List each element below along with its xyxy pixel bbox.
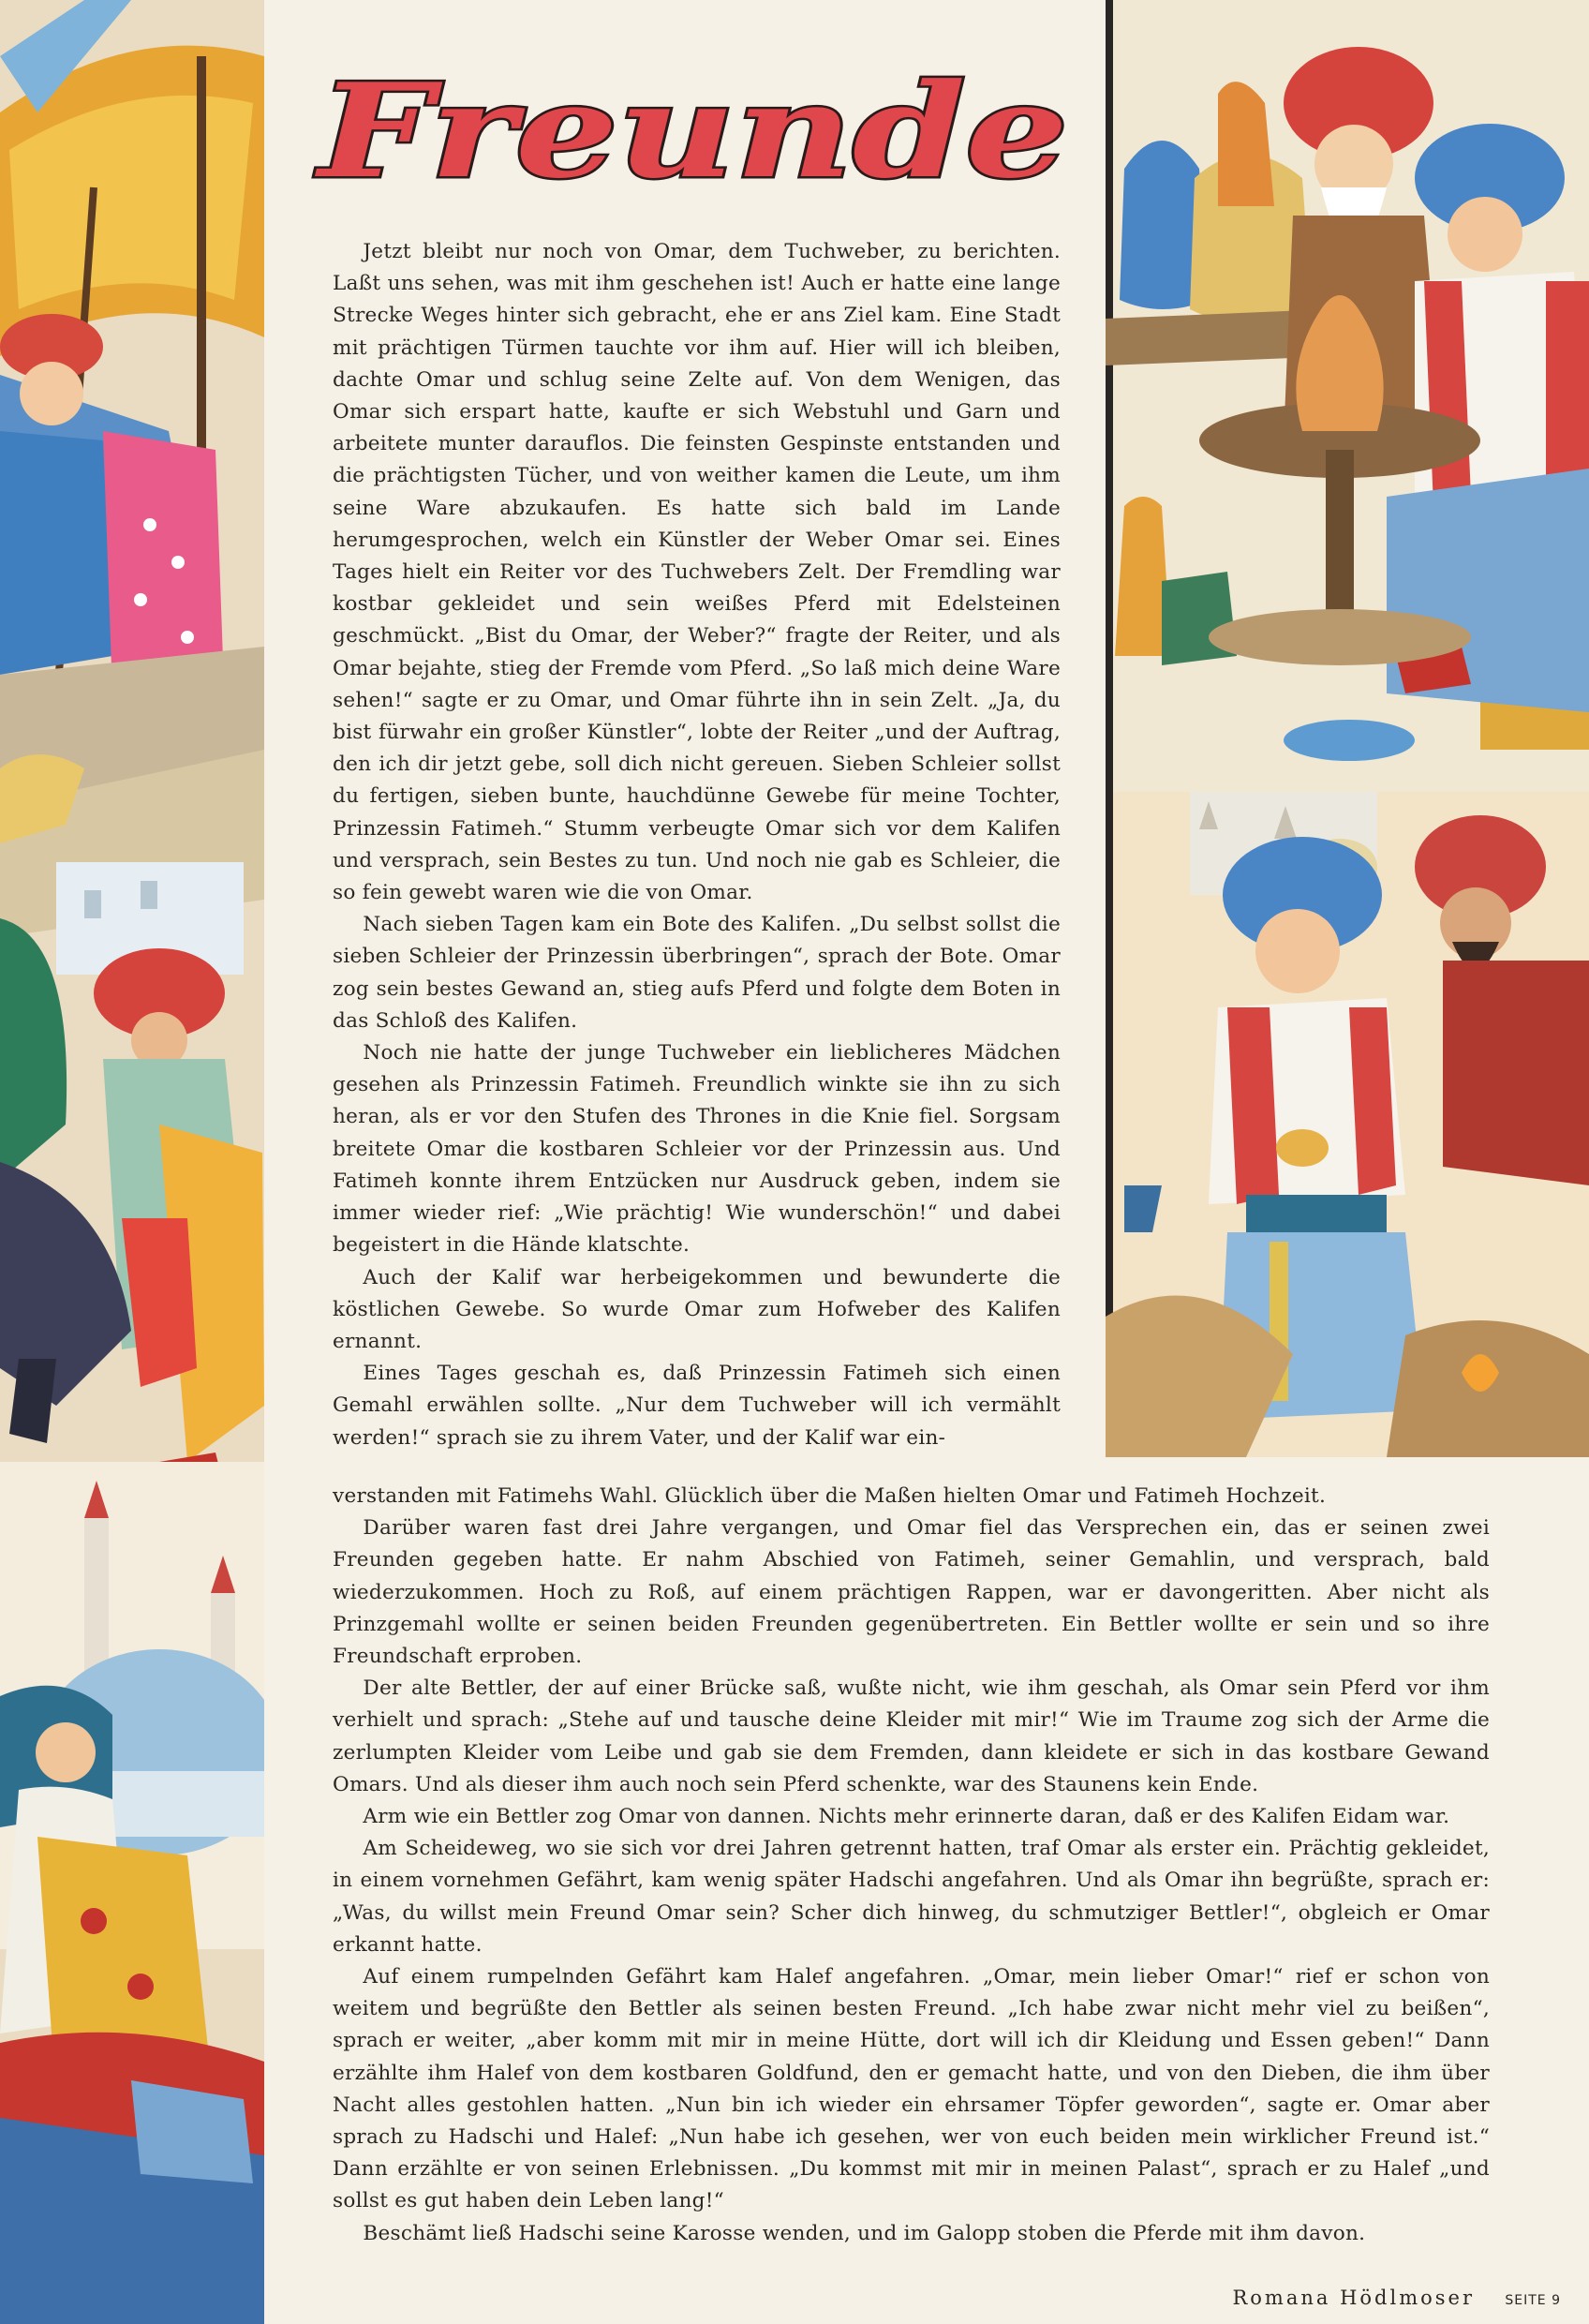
story-column-lower bbox=[333, 1481, 1490, 2250]
story-paragraph: Noch nie hatte der junge Tuchweber ein lieblicheres Mädchen gesehen als Prinzessin Fatimeh. Freundlich winkte sie ihn zu sich heran, als er vor den Stufen des Thrones in die Knie fiel. Sorgsam breitete Omar die kostbaren Schleier vor der Prinzessin aus. Und Fatimeh konnte ihrem Entzücken nur Ausdruck geben, indem sie immer wieder rief: „Wie prächtig! Wie wunderschön!“ und dabei begeistert in die Hände klatschte. bbox=[333, 1041, 1061, 1258]
story-paragraph: Der alte Bettler, der auf einer Brücke saß, wußte nicht, wie ihm geschah, als Omar sein Pferd vor ihm verhielt und sprach: „Stehe auf und tausche deine Kleider mit mir!“ Wie im Traume zog sich der Arme die zerlumpten Kleider vom Leibe und gab sie dem Fremden, dann kleidete er sich in das kostbare Gewand Omars. Und als dieser ihm auch noch sein Pferd schenkte, war des Staunens kein Ende. bbox=[333, 1676, 1490, 1796]
story-paragraph: Beschämt ließ Hadschi seine Karosse wenden, und im Galopp stoben die Pferde mit ihm davon. bbox=[363, 2221, 1366, 2245]
story-paragraph-continuation: verstanden mit Fatimehs Wahl. Glücklich über die Maßen hielten Omar und Fatimeh Hochzeit. bbox=[333, 1484, 1327, 1508]
story-paragraph: Darüber waren fast drei Jahre vergangen, und Omar fiel das Versprechen ein, das er seinen zwei Freunden gegeben hatte. Er nahm Abschied von Fatimeh, seiner Gemahlin, und versprach, bald wiederzukommen. Hoch zu Roß, auf einem prächtigen Rappen, war er davongeritten. Aber nicht als Prinzgemahl wollte er seinen beiden Freunden gegenübertreten. Ein Bettler wollte er sein und so ihre Freundschaft erproben. bbox=[333, 1516, 1490, 1669]
author-name: Romana Hödlmoser bbox=[1232, 2287, 1475, 2309]
story-paragraph: Eines Tages geschah es, daß Prinzessin Fatimeh sich einen Gemahl erwählen sollte. „Nur dem Tuchweber will ich vermählt werden!“ sprach sie zu ihrem Vater, und der Kalif war ein- bbox=[333, 1362, 1061, 1450]
story-paragraph: Arm wie ein Bettler zog Omar von dannen. Nichts mehr erinnerte daran, daß er des Kalifen Eidam war. bbox=[363, 1805, 1450, 1829]
story-title bbox=[304, 66, 1082, 206]
story-paragraph: Nach sieben Tagen kam ein Bote des Kalifen. „Du selbst sollst die sieben Schleier der Prinzessin überbringen“, sprach der Bote. Omar zog sein bestes Gewand an, stieg aufs Pferd und folgte dem Boten in das Schloß des Kalifen. bbox=[333, 913, 1061, 1033]
right-top-illustration bbox=[1106, 0, 1589, 792]
right-bottom-illustration bbox=[1106, 792, 1589, 1457]
story-paragraph: Am Scheideweg, wo sie sich vor drei Jahren getrennt hatten, traf Omar als erster ein. Prächtig gekleidet, in einem vornehmen Gefährt, kam wenig später Hadschi angefahren. Und als Omar ihn begrüßte, sprach er: „Was, du willst mein Freund Omar sein? Scher dich hinweg, du schmutziger Bettler!“, obgleich er Omar erkannt hatte. bbox=[333, 1837, 1490, 1957]
left-illustration-strip bbox=[0, 0, 264, 2324]
story-paragraph: Auf einem rumpelnden Gefährt kam Halef angefahren. „Omar, mein lieber Omar!“ rief er schon von weitem und begrüßte den Bettler als seinen besten Freund. „Ich habe zwar nicht mehr viel zu beißen“, sprach er weiter, „aber komm mit mir in meine Hütte, dort will ich dir Kleidung und Essen geben!“ Dann erzählte ihm Halef von dem kostbaren Goldfund, den er gemacht hatte, und von den Dieben, die ihm über Nacht alles gestohlen hatten. „Nun bin ich wieder ein ehrsamer Töpfer geworden“, sagte er. Omar aber sprach zu Hadschi und Halef: „Nun habe ich gesehen, wer von euch beiden mein wirklicher Freund ist.“ Dann erzählte er von seinen Erlebnissen. „Du kommst mit mir in meinen Palast“, sprach er zu Halef „und sollst es gut haben dein Leben lang!“ bbox=[333, 1965, 1490, 2213]
story-paragraph: Jetzt bleibt nur noch von Omar, dem Tuchweber, zu berichten. Laßt uns sehen, was mit ihm geschehen ist! Auch er hatte eine lange Strecke Weges hinter sich gebracht, ehe er ans Ziel kam. Eine Stadt mit prächtigen Türmen tauchte vor ihm auf. Hier will ich bleiben, dachte Omar und schlug seine Zelte auf. Von dem Wenigen, das Omar sich erspart hatte, kaufte er sich Webstuhl und Garn und arbeitete munter darauflos. Die feinsten Gespinste entstanden und die prächtigsten Tücher, und von weither kamen die Leute, um ihm seine Ware abzukaufen. Es hatte sich bald im Lande herumgesprochen, welch ein Künstler der Weber Omar sei. Eines Tages hielt ein Reiter vor des Tuchwebers Zelt. Der Fremdling war kostbar gekleidet und sein weißes Pferd mit Edelsteinen geschmückt. „Bist du Omar, der Weber?“ fragte der Reiter, und als Omar bejahte, stieg der Fremde vom Pferd. „So laß mich deine Ware sehen!“ sagte er zu Omar, und Omar führte ihn in sein Zelt. „Ja, du bist fürwahr ein großer Künstler“, lobte der Reiter „und der Auftrag, den ich dir jetzt gebe, soll dich nicht gereuen. Sieben Schleier sollst du fertigen, sieben bunte, hauchdünne Gewebe für meine Tochter, Prinzessin Fatimeh.“ Stumm verbeugte Omar sich vor dem Kalifen und versprach, sein Bestes zu tun. Und noch nie gab es Schleier, die so fein gewebt waren wie die von Omar. bbox=[333, 240, 1061, 905]
story-column-upper bbox=[333, 236, 1061, 1454]
story-title-text: Freunde bbox=[314, 66, 1068, 206]
page-number: SEITE 9 bbox=[1505, 2293, 1561, 2308]
story-paragraph: Auch der Kalif war herbeigekommen und bewunderte die köstlichen Gewebe. So wurde Omar zum Hofweber des Kalifen ernannt. bbox=[333, 1265, 1061, 1353]
